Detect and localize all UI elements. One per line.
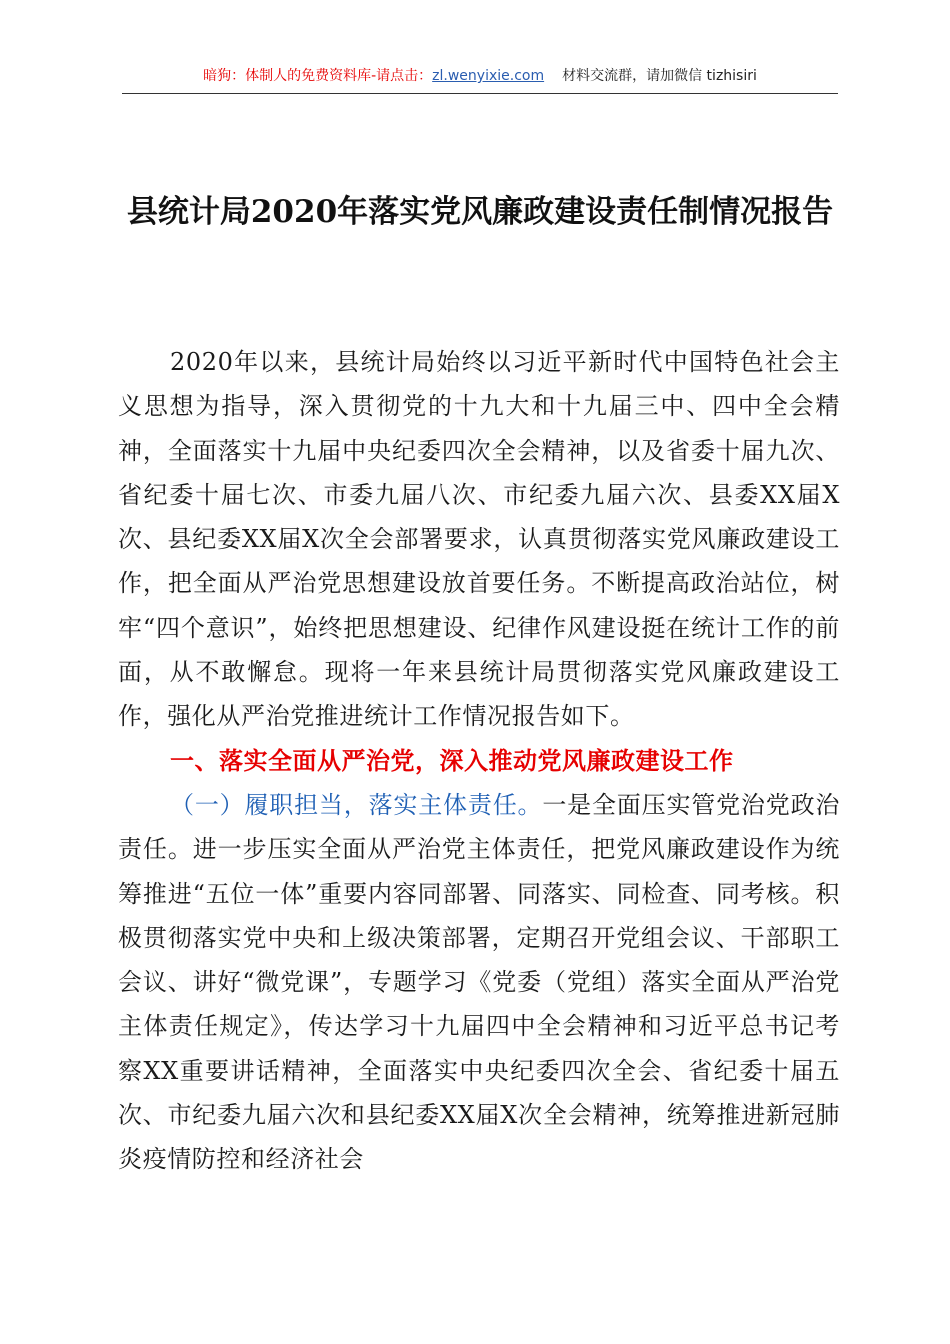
subsection-paragraph [118,783,840,1182]
document-body [118,340,840,1182]
header-site-name: 暗狗：体制人的免费资料库 [203,68,372,84]
subsection-body: 一是全面压实管党治党政治责任。进一步压实全面从严治党主体责任，把党风廉政建设作为统筹推进“五位一体”重要内容同部署、同落实、同检查、同考核。积极贯彻落实党中央和上级决策部署，定期召开党组会议、干部职工会议、讲好“微党课”，专题学习《党委（党组）落实全面从严治党主体责任规定》，传达学习十九届四中全会精神和习近平总书记考察XX重要讲话精神，全面落实中央纪委四次全会、省纪委十届五次、市纪委九届六次和县纪委XX届X次全会精神，统筹推进新冠肺炎疫情防控和经济社会 [118,790,840,1174]
header-contact: 材料交流群，请加微信 tizhisiri [562,68,757,84]
section-heading: 一、落实全面从严治党，深入推动党风廉政建设工作 [170,746,734,775]
intro-paragraph: 2020年以来，县统计局始终以习近平新时代中国特色社会主义思想为指导，深入贯彻党的十九大和十九届三中、四中全会精神，全面落实十九届中央纪委四次全会精神，以及省委十届九次、省纪委十届七次、市委九届八次、市纪委九届六次、县委XX届X次、县纪委XX届X次全会部署要求，认真贯彻落实党风廉政建设工作，把全面从严治党思想建设放首要任务。不断提高政治站位，树牢“四个意识”，始终把思想建设、纪律作风建设挺在统计工作的前面，从不敢懈怠。现将一年来县统计局贯彻落实党风廉政建设工作，强化从严治党推进统计工作情况报告如下。 [118,348,840,731]
header-prompt: -请点击： [371,68,433,84]
page-header [122,66,838,86]
header-link[interactable]: zl.wenyixie.com [432,68,545,84]
document-title: 县统计局2020年落实党风廉政建设责任制情况报告 [126,194,834,230]
header-divider [122,93,838,94]
subsection-heading: （一）履职担当，落实主体责任。 [170,790,543,819]
